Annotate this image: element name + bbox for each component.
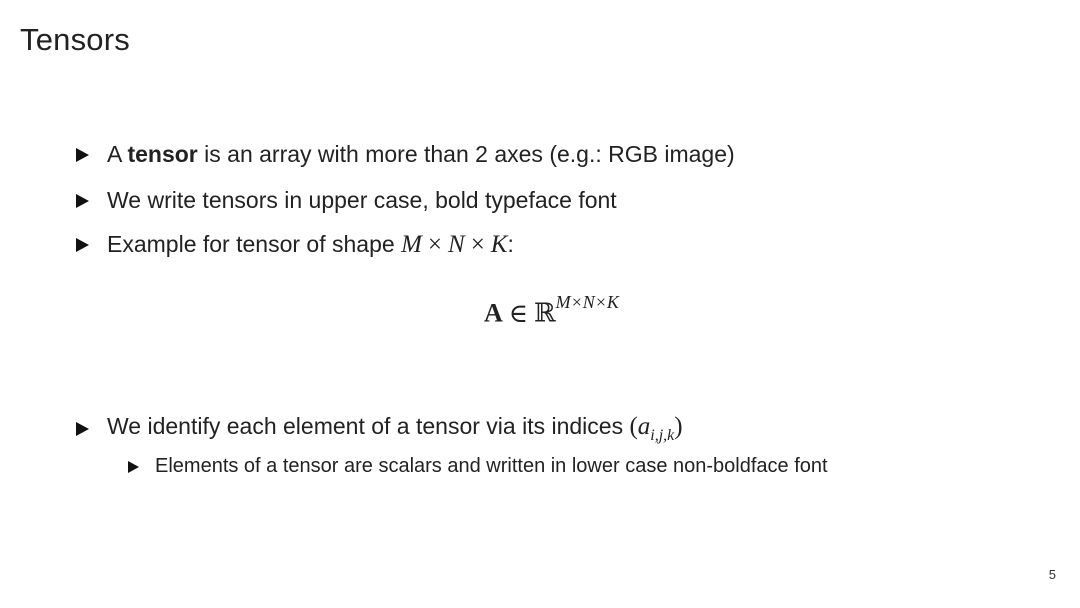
bullet-text: We write tensors in upper case, bold typeface font xyxy=(107,187,617,213)
paren-close: ) xyxy=(674,413,683,440)
formula-exponent: M×N×K xyxy=(555,292,619,312)
math-times: × xyxy=(470,231,485,258)
math-var-a: a xyxy=(637,413,651,440)
math-var-n: N xyxy=(448,231,465,258)
math-subscript: i,j,k xyxy=(650,427,675,444)
element-of-symbol: ∈ xyxy=(508,298,529,328)
math-var-m: M xyxy=(401,231,422,258)
bullet-triangle-icon xyxy=(76,148,89,162)
math-times: × xyxy=(427,231,442,258)
slide-title: Tensors xyxy=(20,22,130,57)
text-fragment: : xyxy=(507,231,514,257)
paren-open: ( xyxy=(629,413,638,440)
shape-math xyxy=(401,231,507,258)
bullet-text: Elements of a tensor are scalars and written in lower case non-boldface font xyxy=(155,455,828,477)
bullet-notation xyxy=(76,187,617,214)
bullet-triangle-icon xyxy=(76,238,89,252)
text-fragment: We identify each element of a tensor via its indices xyxy=(107,413,630,439)
text-fragment: A xyxy=(107,141,128,167)
tensor-symbol: A xyxy=(484,298,503,328)
tensor-formula xyxy=(484,292,619,329)
math-var-k: K xyxy=(490,231,508,258)
indices-math xyxy=(629,413,683,444)
bullet-example-shape xyxy=(76,231,514,259)
reals-symbol: ℝ xyxy=(534,298,556,329)
bullet-element-indices xyxy=(76,413,683,445)
text-fragment: Example for tensor of shape xyxy=(107,231,402,257)
page-number: 5 xyxy=(1048,567,1056,582)
text-fragment: is an array with more than 2 axes (e.g.: RGB image) xyxy=(197,141,735,167)
bold-term-tensor: tensor xyxy=(127,141,198,167)
bullet-triangle-icon xyxy=(128,461,139,473)
sub-bullet-scalars xyxy=(128,455,828,478)
bullet-triangle-icon xyxy=(76,422,89,436)
bullet-text xyxy=(107,141,735,168)
bullet-text xyxy=(107,231,514,259)
bullet-text xyxy=(107,413,683,445)
bullet-tensor-definition xyxy=(76,141,735,168)
bullet-triangle-icon xyxy=(76,194,89,208)
